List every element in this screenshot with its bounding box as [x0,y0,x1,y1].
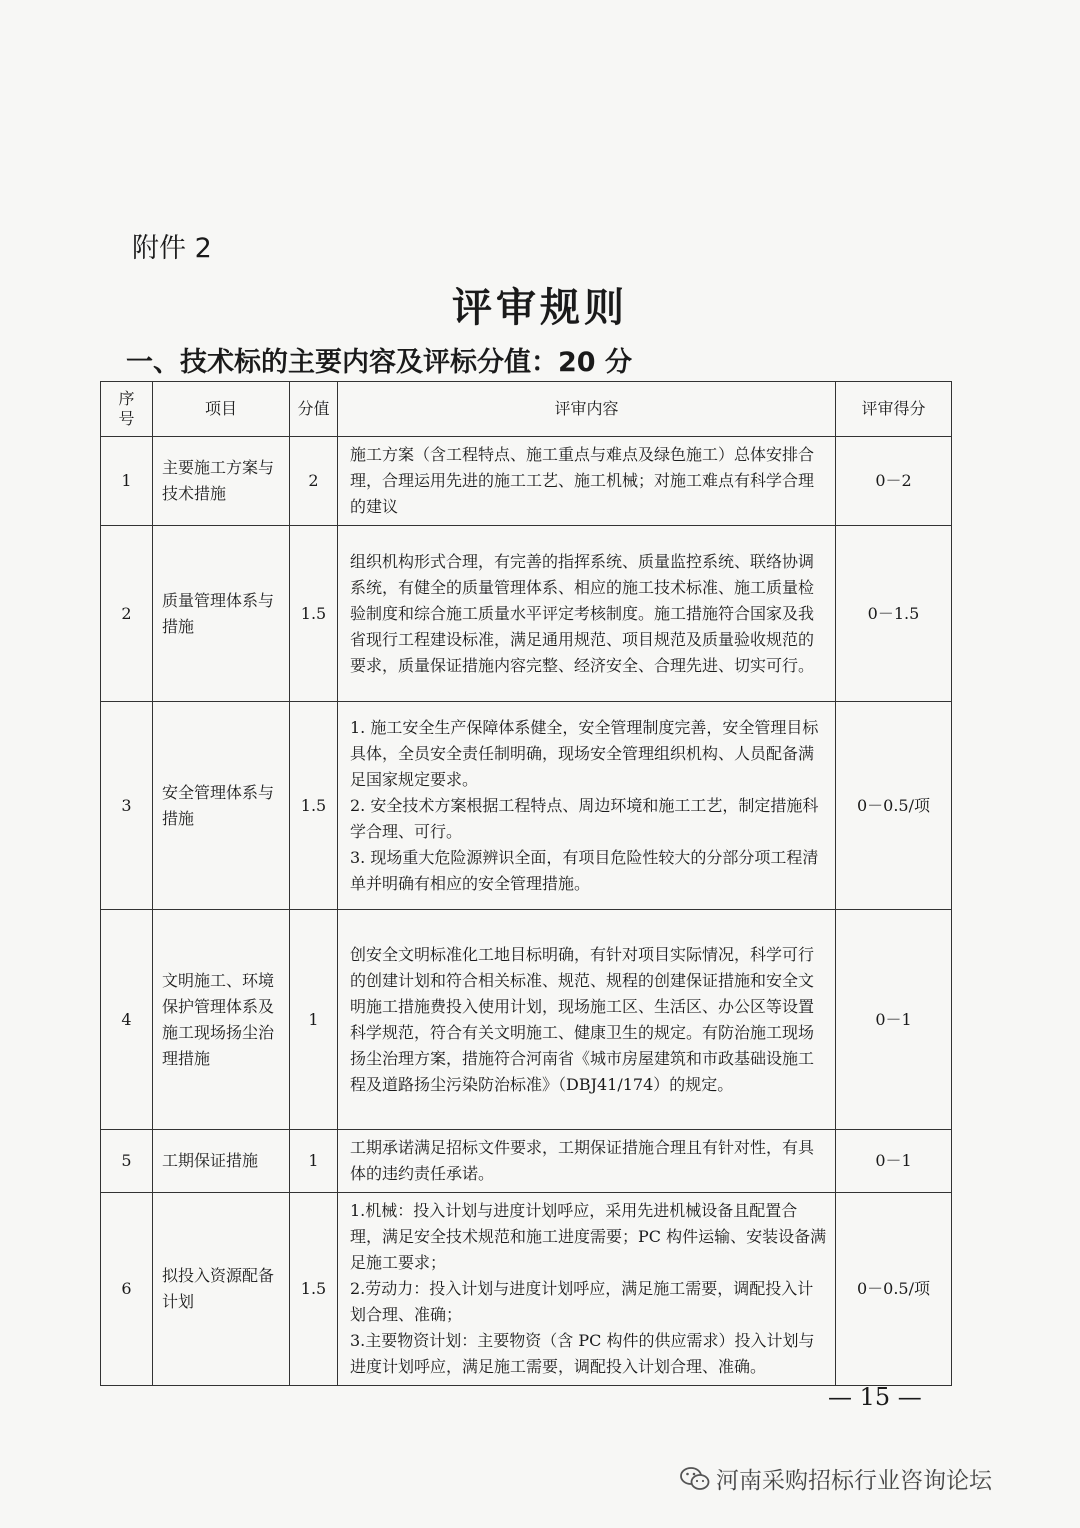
header-content: 评审内容 [338,382,836,437]
row-result: 0－1 [836,910,952,1130]
row-result: 0－0.5/项 [836,1193,952,1386]
wechat-icon [680,1466,710,1492]
header-seq-text: 序号 [118,389,135,428]
watermark-text: 河南采购招标行业咨询论坛 [716,1468,992,1494]
row-item: 安全管理体系与措施 [153,702,290,910]
rules-table [100,381,952,1386]
row-score: 1.5 [290,702,338,910]
table-row [101,702,952,910]
row-result: 0－1.5 [836,526,952,702]
row-seq: 4 [101,910,153,1130]
row-content: 工期承诺满足招标文件要求，工期保证措施合理且有针对性，有具体的违约责任承诺。 [338,1130,836,1193]
page-title: 评审规则 [452,285,628,331]
row-score: 1 [290,910,338,1130]
row-item: 工期保证措施 [153,1130,290,1193]
row-seq: 5 [101,1130,153,1193]
row-result: 0－0.5/项 [836,702,952,910]
table-row [101,526,952,702]
table-row [101,1193,952,1386]
row-seq: 3 [101,702,153,910]
row-item: 拟投入资源配备计划 [153,1193,290,1386]
row-seq: 2 [101,526,153,702]
header-item: 项目 [153,382,290,437]
row-score: 2 [290,437,338,526]
table-header-row [101,382,952,437]
row-seq: 1 [101,437,153,526]
row-content: 1.机械：投入计划与进度计划呼应，采用先进机械设备且配置合理，满足安全技术规范和施工进度需要；PC 构件运输、安装设备满足施工要求； 2.劳动力：投入计划与进度计划呼应，满足施工需要，调配投入计划合理、准确； 3.主要物资计划：主要物资（含 PC 构件的供应需求）投入计划与进度计划呼应，满足施工需要，调配投入计划合理、准确。 [338,1193,836,1386]
header-seq [101,382,153,437]
row-content: 施工方案（含工程特点、施工重点与难点及绿色施工）总体安排合理，合理运用先进的施工工艺、施工机械；对施工难点有科学合理的建议 [338,437,836,526]
page-number: — 15 — [828,1383,922,1411]
attachment-label: 附件 2 [132,233,212,264]
section-heading: 一、技术标的主要内容及评标分值：20 分 [126,347,632,378]
row-content: 1. 施工安全生产保障体系健全，安全管理制度完善，安全管理目标具体，全员安全责任制明确，现场安全管理组织机构、人员配备满足国家规定要求。 2. 安全技术方案根据工程特点、周边环境和施工工艺，制定措施科学合理、可行。 3. 现场重大危险源辨识全面，有项目危险性较大的分部分项工程清单并明确有相应的安全管理措施。 [338,702,836,910]
row-result: 0－2 [836,437,952,526]
row-seq: 6 [101,1193,153,1386]
header-score: 分值 [290,382,338,437]
row-item: 主要施工方案与技术措施 [153,437,290,526]
table-row [101,437,952,526]
row-item: 质量管理体系与措施 [153,526,290,702]
watermark [680,1462,992,1495]
table-row [101,910,952,1130]
table-row [101,1130,952,1193]
row-score: 1.5 [290,526,338,702]
row-score: 1.5 [290,1193,338,1386]
row-score: 1 [290,1130,338,1193]
row-result: 0－1 [836,1130,952,1193]
row-item: 文明施工、环境保护管理体系及施工现场扬尘治理措施 [153,910,290,1130]
header-result: 评审得分 [836,382,952,437]
row-content: 组织机构形式合理，有完善的指挥系统、质量监控系统、联络协调系统，有健全的质量管理体系、相应的施工技术标准、施工质量检验制度和综合施工质量水平评定考核制度。施工措施符合国家及我省现行工程建设标准，满足通用规范、项目规范及质量验收规范的要求，质量保证措施内容完整、经济安全、合理先进、切实可行。 [338,526,836,702]
row-content: 创安全文明标准化工地目标明确，有针对项目实际情况，科学可行的创建计划和符合相关标准、规范、规程的创建保证措施和安全文明施工措施费投入使用计划，现场施工区、生活区、办公区等设置科学规范，符合有关文明施工、健康卫生的规定。有防治施工现场扬尘治理方案，措施符合河南省《城市房屋建筑和市政基础设施工程及道路扬尘污染防治标准》（DBJ41/174）的规定。 [338,910,836,1130]
